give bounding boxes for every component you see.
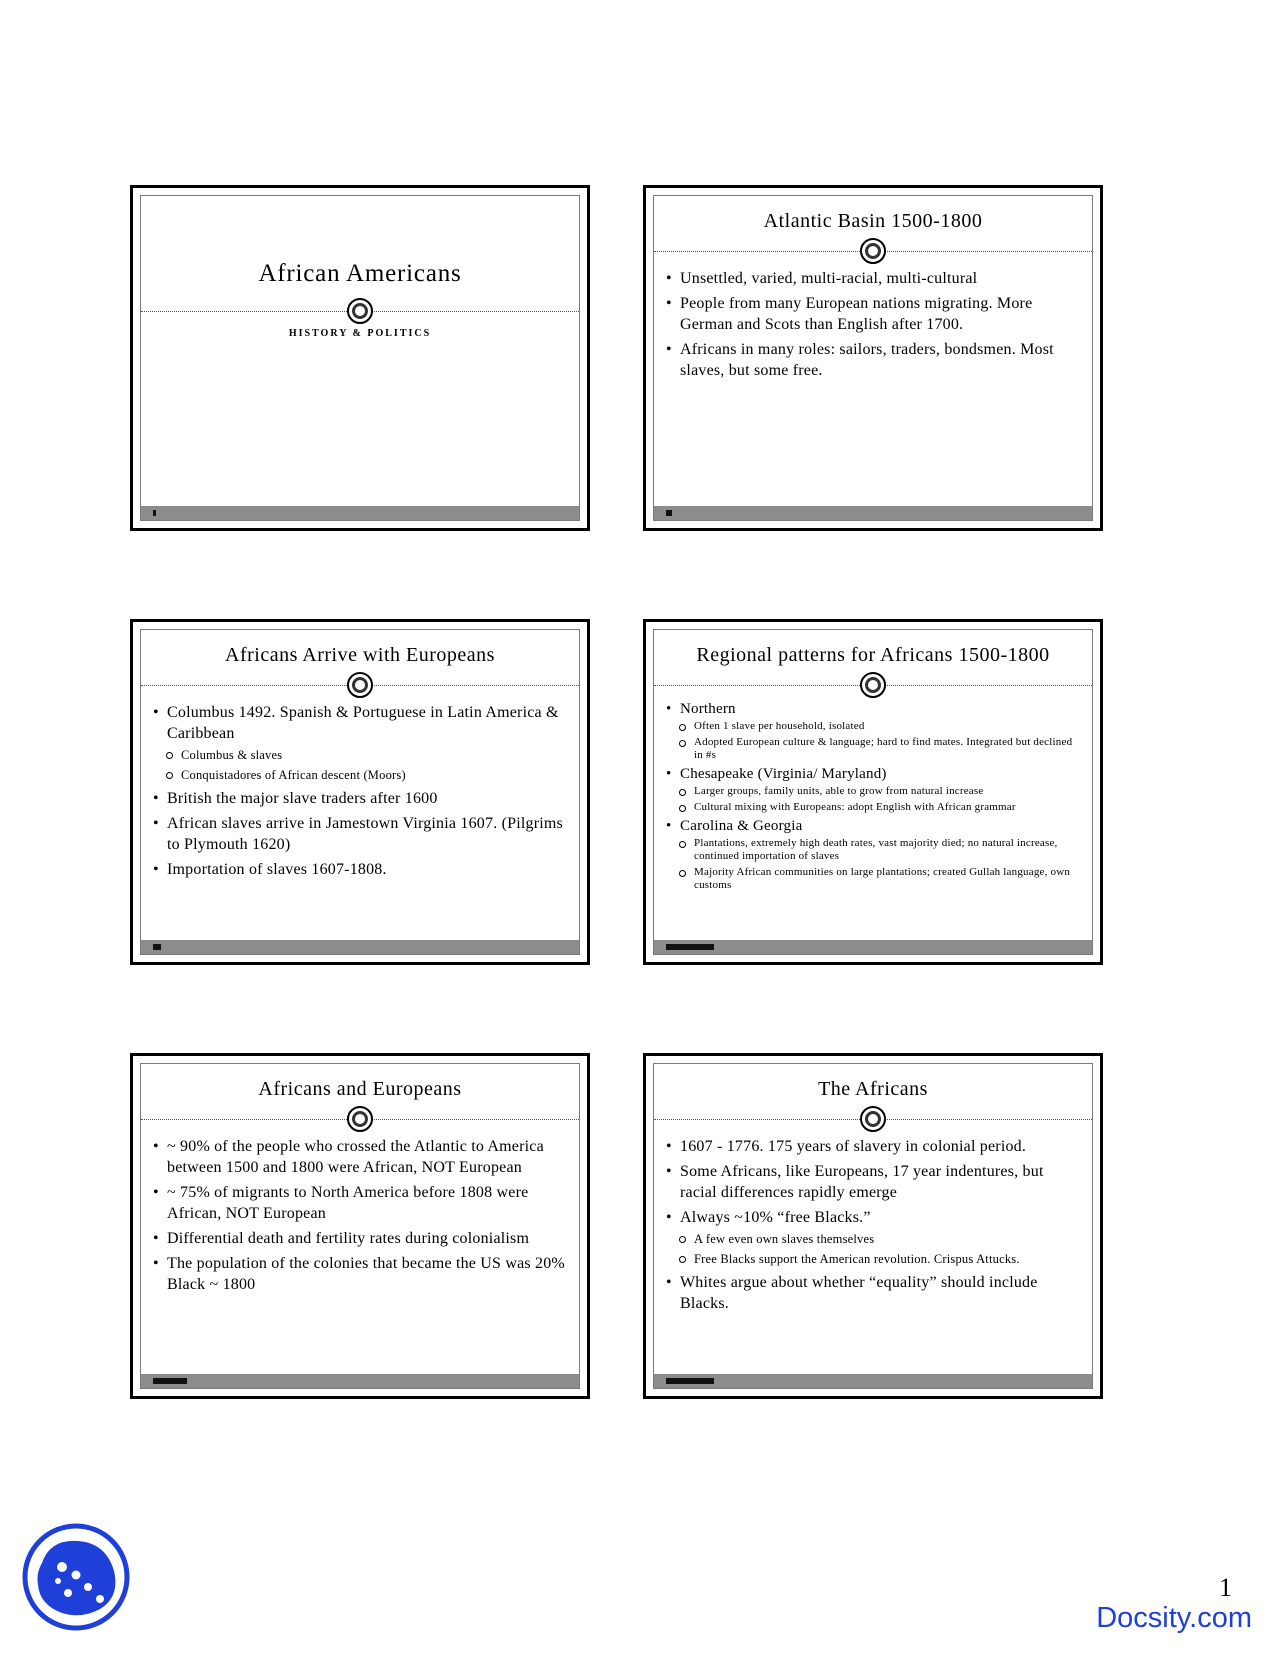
bullet: • Some Africans, like Europeans, 17 year indentures, but racial differences rapidly emerge — [666, 1161, 1082, 1203]
sub-bullet: Cultural mixing with Europeans: adopt English with African grammar — [666, 801, 1082, 814]
slide-1 — [130, 185, 590, 531]
slide-footer — [654, 506, 1092, 520]
bullet: • Unsettled, varied, multi-racial, multi-cultural — [666, 268, 1082, 289]
slide-content — [666, 1136, 1082, 1318]
sub-bullet: Conquistadores of African descent (Moors) — [153, 768, 569, 782]
bullet: • Importation of slaves 1607-1808. — [153, 859, 569, 880]
slide-footer — [141, 1374, 579, 1388]
slide-content — [153, 702, 569, 884]
slide-number-mark — [666, 1378, 714, 1384]
bullet: • Differential death and fertility rates during colonialism — [153, 1228, 569, 1249]
page-number: 1 — [1219, 1573, 1232, 1602]
slide-4 — [643, 619, 1103, 965]
bullet: • ~ 90% of the people who crossed the Atlantic to America between 1500 and 1800 were African, NOT European — [153, 1136, 569, 1178]
slide-title: The Africans — [818, 1078, 928, 1100]
bullet: • Chesapeake (Virginia/ Maryland) — [666, 765, 1082, 784]
bullet: • People from many European nations migrating. More German and Scots than English after 1700. — [666, 293, 1082, 335]
sub-bullet: Majority African communities on large plantations; created Gullah language, own customs — [666, 866, 1082, 892]
slide-content — [666, 268, 1082, 385]
slide-title: Atlantic Basin 1500-1800 — [763, 210, 983, 232]
slide-number-mark — [666, 510, 672, 516]
ornament-icon — [347, 672, 373, 698]
brand-link[interactable]: Docsity.com — [1096, 1602, 1252, 1634]
bullet: • 1607 - 1776. 175 years of slavery in colonial period. — [666, 1136, 1082, 1157]
slide-frame — [653, 1063, 1093, 1389]
sub-bullet: A few even own slaves themselves — [666, 1232, 1082, 1246]
slide-number-mark — [153, 1378, 187, 1384]
sub-bullet: Larger groups, family units, able to grow from natural increase — [666, 785, 1082, 798]
slide-3 — [130, 619, 590, 965]
ornament-icon — [347, 298, 373, 324]
sub-bullet: Columbus & slaves — [153, 748, 569, 762]
sub-bullet: Plantations, extremely high death rates, vast majority died; no natural increase, continued importation of slaves — [666, 837, 1082, 863]
sub-bullet: Adopted European culture & language; hard to find mates. Integrated but declined in #s — [666, 736, 1082, 762]
slide-subtitle: HISTORY & POLITICS — [288, 328, 432, 339]
slide-content — [666, 700, 1082, 895]
bullet: • The population of the colonies that became the US was 20% Black ~ 1800 — [153, 1253, 569, 1295]
slide-6 — [643, 1053, 1103, 1399]
bullet: • Whites argue about whether “equality” should include Blacks. — [666, 1272, 1082, 1314]
slide-5 — [130, 1053, 590, 1399]
slide-2 — [643, 185, 1103, 531]
sub-bullet: Often 1 slave per household, isolated — [666, 720, 1082, 733]
slide-frame — [653, 195, 1093, 521]
bullet: • African slaves arrive in Jamestown Virginia 1607. (Pilgrims to Plymouth 1620) — [153, 813, 569, 855]
ornament-icon — [347, 1106, 373, 1132]
sub-bullet: Free Blacks support the American revolution. Crispus Attucks. — [666, 1252, 1082, 1266]
bullet: • ~ 75% of migrants to North America before 1808 were African, NOT European — [153, 1182, 569, 1224]
ornament-icon — [860, 1106, 886, 1132]
slide-title: Africans Arrive with Europeans — [225, 644, 495, 666]
slide-footer — [654, 1374, 1092, 1388]
slide-frame — [140, 195, 580, 521]
slide-number-mark — [666, 944, 714, 950]
slide-frame — [140, 629, 580, 955]
bullet: • Carolina & Georgia — [666, 817, 1082, 836]
bullet: • Northern — [666, 700, 1082, 719]
bullet: • British the major slave traders after 1600 — [153, 788, 569, 809]
slide-title: Africans and Europeans — [258, 1078, 462, 1100]
ornament-icon — [860, 238, 886, 264]
slide-footer — [141, 506, 579, 520]
slide-title: African Americans — [258, 260, 462, 287]
bullet: • Always ~10% “free Blacks.” — [666, 1207, 1082, 1228]
slide-footer — [654, 940, 1092, 954]
slide-content — [153, 1136, 569, 1299]
ornament-icon — [860, 672, 886, 698]
slide-footer — [141, 940, 579, 954]
slide-number-mark — [153, 944, 161, 950]
bullet: • Africans in many roles: sailors, traders, bondsmen. Most slaves, but some free. — [666, 339, 1082, 381]
slide-title: Regional patterns for Africans 1500-1800 — [696, 644, 1050, 666]
slide-frame — [140, 1063, 580, 1389]
slide-frame — [653, 629, 1093, 955]
bullet: • Columbus 1492. Spanish & Portuguese in Latin America & Caribbean — [153, 702, 569, 744]
docsity-logo-icon — [22, 1523, 130, 1631]
slide-number-mark — [153, 510, 156, 516]
